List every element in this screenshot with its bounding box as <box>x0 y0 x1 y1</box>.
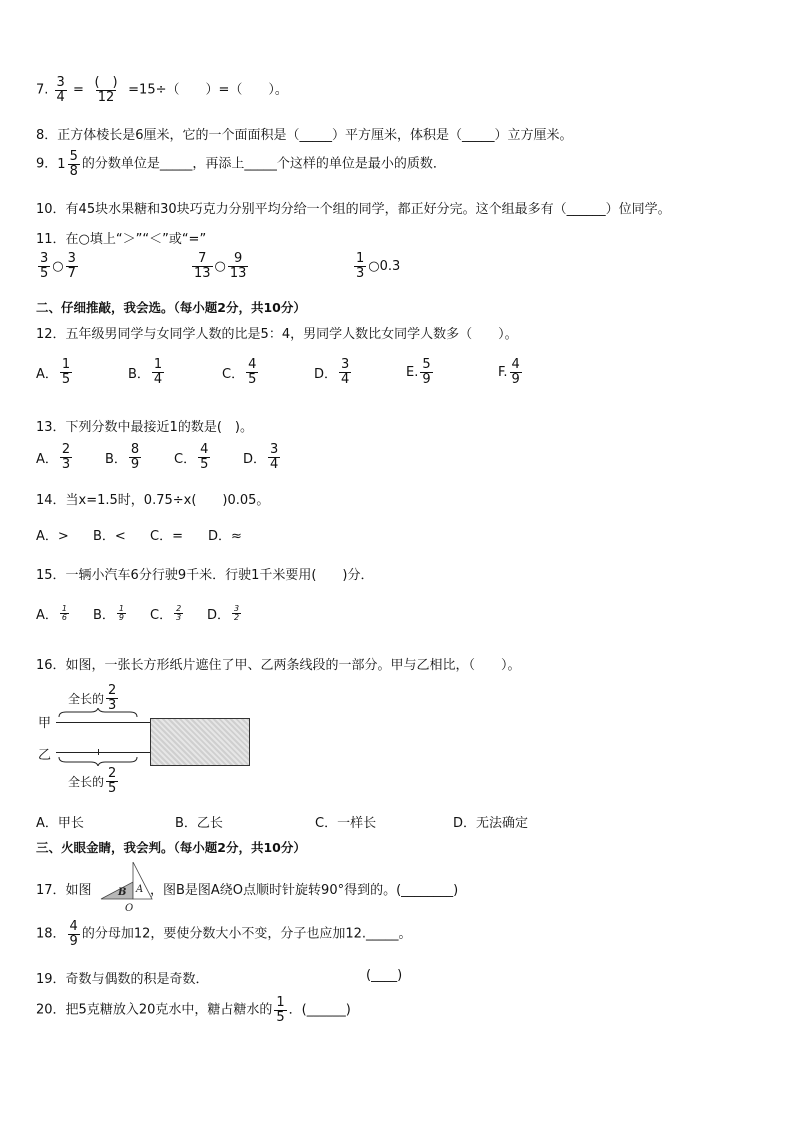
question-11: 11．在○填上“＞”“＜”或“=” <box>36 232 207 247</box>
question-12: 12．五年级男同学与女同学人数的比是5：4，男同学人数比女同学人数多（ ）。 <box>36 327 518 342</box>
label-o: O <box>125 903 134 912</box>
option-c[interactable]: C．一样长 <box>315 816 377 831</box>
top-brace <box>58 708 138 718</box>
option-b[interactable]: B． $\frac{8}{9}$ <box>105 442 140 472</box>
question-7: 7. $\frac{3}{4}$ = $\frac{( )}{12}$ =15÷（ ）=（ ）。 <box>36 75 288 105</box>
compare-circle[interactable]: ○ <box>52 258 64 274</box>
question-20: 20．把5克糖放入20克水中，糖占糖水的 $\frac{1}{5}$ ．(______) <box>36 995 351 1025</box>
compare-circle[interactable]: ○ <box>214 258 226 274</box>
option-b[interactable]: B． $\frac{1}{9}$ <box>93 603 125 623</box>
question-15: 15．一辆小汽车6分行驶9千米．行驶1千米要用( )分． <box>36 568 374 583</box>
option-b[interactable]: B．乙长 <box>175 816 223 831</box>
paper-rectangle <box>150 718 250 766</box>
option-d[interactable]: D． $\frac{3}{4}$ <box>243 442 279 472</box>
question-17-prefix: 17．如图 <box>36 883 92 898</box>
label-b: B <box>118 887 127 898</box>
option-d[interactable]: D．无法确定 <box>453 816 529 831</box>
option-d[interactable]: D． $\frac{3}{2}$ <box>207 603 240 623</box>
section-3-title: 三、火眼金睛，我会判。（每小题2分，共10分） <box>36 840 306 855</box>
compare-item-1: $\frac{3}{5}$ ○ $\frac{3}{7}$ <box>40 251 76 281</box>
question-9: 9． 1 $\frac{5}{8}$ 的分数单位是_____，再添上_____个这样的单位是最小的质数． <box>36 149 446 179</box>
option-b[interactable]: B．< <box>93 529 126 544</box>
question-17-text: ，图B是图A绕O点顺时针旋转90°得到的。(________) <box>150 883 459 898</box>
answer-blank[interactable]: (____) <box>366 968 403 983</box>
option-e[interactable]: E. $\frac{5}{9}$ <box>406 357 431 387</box>
option-a[interactable]: A．甲长 <box>36 816 84 831</box>
compare-item-3: $\frac{1}{3}$ ○ 0.3 <box>356 251 401 281</box>
compare-item-2: $\frac{7}{13}$ ○ $\frac{9}{13}$ <box>194 251 247 281</box>
option-d[interactable]: D．≈ <box>208 529 242 544</box>
question-16: 16．如图，一张长方形纸片遮住了甲、乙两条线段的一部分。甲与乙相比，（ ）。 <box>36 658 521 673</box>
bottom-length-label: 全长的 $\frac{2}{5}$ <box>68 766 117 796</box>
question-19: 19．奇数与偶数的积是奇数． <box>36 972 209 987</box>
label-yi: 乙 <box>38 748 52 763</box>
option-d[interactable]: D． $\frac{3}{4}$ <box>314 357 350 387</box>
mixed-number: 1 $\frac{5}{8}$ <box>57 149 78 179</box>
fraction-blank: $\frac{( )}{12}$ <box>94 75 118 105</box>
section-2-title: 二、仔细推敲，我会选。（每小题2分，共10分） <box>36 300 306 315</box>
question-10: 10．有45块水果糖和30块巧克力分别平均分给一个组的同学，都正好分完。这个组最多有（______）位同学。 <box>36 202 671 217</box>
tick-mark <box>98 749 99 755</box>
option-a[interactable]: A． $\frac{1}{5}$ <box>36 357 71 387</box>
label-a: A <box>136 884 144 895</box>
option-c[interactable]: C．= <box>150 529 183 544</box>
question-14: 14．当x=1.5时，0.75÷x( )0.05。 <box>36 493 270 508</box>
option-b[interactable]: B． $\frac{1}{4}$ <box>128 357 163 387</box>
top-length-label: 全长的 $\frac{2}{3}$ <box>68 683 117 713</box>
question-18: 18． $\frac{4}{9}$ 的分母加12，要使分数大小不变，分子也应加12._____。 <box>36 919 412 949</box>
segment-yi <box>56 752 150 753</box>
segment-jia <box>56 722 150 723</box>
question-number: 7. <box>36 82 49 98</box>
bottom-brace <box>58 756 138 766</box>
fraction: $\frac{3}{4}$ <box>56 75 65 105</box>
option-a[interactable]: A．> <box>36 529 69 544</box>
compare-circle[interactable]: ○ <box>368 258 380 274</box>
option-c[interactable]: C． $\frac{4}{5}$ <box>222 357 257 387</box>
rotation-figure <box>96 862 156 912</box>
question-13: 13．下列分数中最接近1的数是( )。 <box>36 420 253 435</box>
option-c[interactable]: C． $\frac{4}{5}$ <box>174 442 209 472</box>
question-8: 8．正方体棱长是6厘米，它的一个面面积是（_____）平方厘米，体积是（_____）立方厘米。 <box>36 128 573 143</box>
option-a[interactable]: A． $\frac{1}{6}$ <box>36 603 67 623</box>
option-a[interactable]: A． $\frac{2}{3}$ <box>36 442 71 472</box>
label-jia: 甲 <box>38 716 52 731</box>
option-f[interactable]: F. $\frac{4}{9}$ <box>498 357 520 387</box>
option-c[interactable]: C． $\frac{2}{3}$ <box>150 603 182 623</box>
